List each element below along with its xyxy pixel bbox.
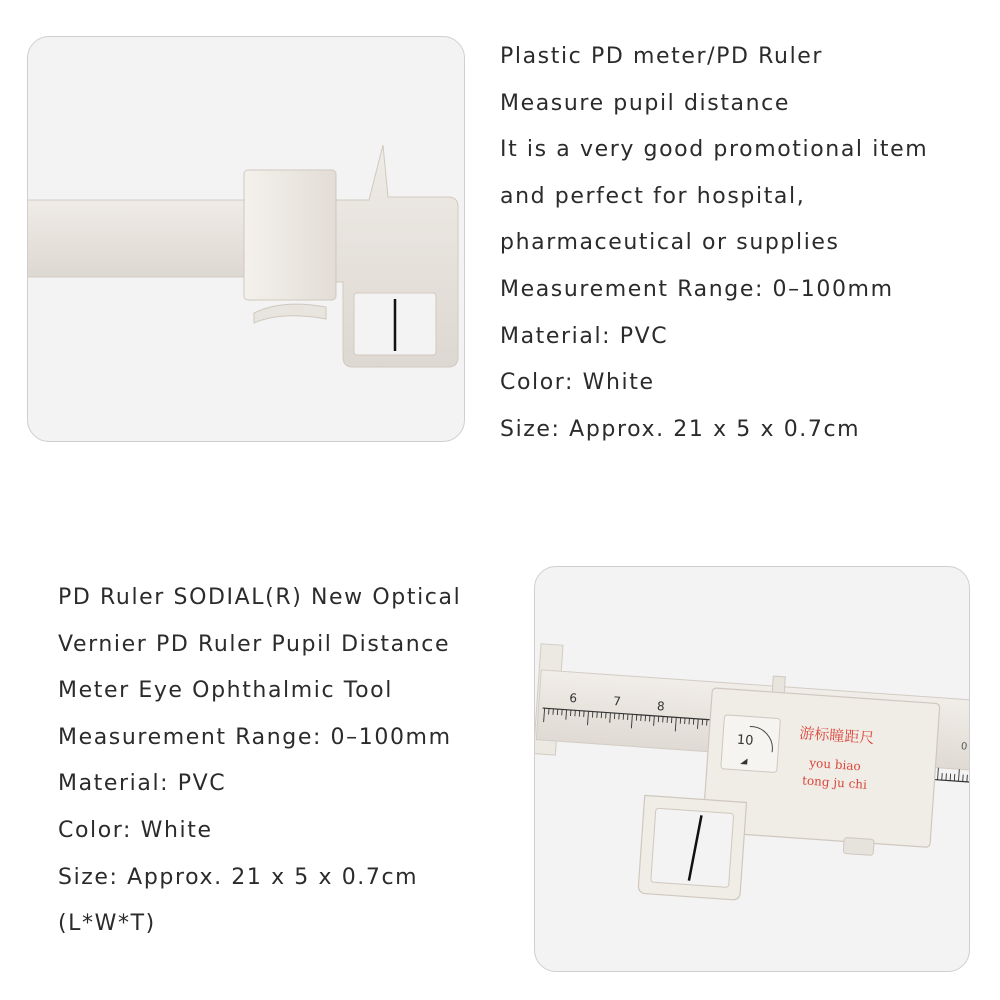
spec-color: Color: White xyxy=(500,370,655,396)
description-line: Measure pupil distance xyxy=(500,90,791,116)
scale-number: 8 xyxy=(656,699,666,714)
ruler-bar xyxy=(28,200,254,277)
description-line: It is a very good promotional item xyxy=(500,137,929,163)
thumb-wheel xyxy=(843,837,874,855)
scale-number: 0 xyxy=(960,741,968,753)
scale-number: 6 xyxy=(568,690,578,706)
title-line: PD Ruler SODIAL(R) New Optical xyxy=(58,585,462,610)
scale-tick xyxy=(938,768,939,780)
description-line: and perfect for hospital, xyxy=(500,183,806,209)
title-line: Plastic PD meter/PD Ruler xyxy=(500,44,824,69)
scale-tick xyxy=(959,769,960,781)
spec-size: Size: Approx. 21 x 5 x 0.7cm xyxy=(58,864,419,890)
thumb-wheel xyxy=(254,304,326,323)
spec-size-note: (L*W*T) xyxy=(58,911,156,937)
spec-range: Measurement Range: 0–100mm xyxy=(58,724,452,750)
dial-number: 10 xyxy=(736,732,754,749)
label-pinyin-line-1: you biao xyxy=(808,755,862,774)
pd-ruler-illustration-top xyxy=(28,37,465,442)
scale-number: 7 xyxy=(612,693,622,709)
spec-range: Measurement Range: 0–100mm xyxy=(500,276,894,302)
label-chinese: 游标瞳距尺 xyxy=(798,724,875,748)
spec-size: Size: Approx. 21 x 5 x 0.7cm xyxy=(500,416,861,442)
pd-ruler-illustration-bottom xyxy=(535,567,970,972)
slider-block xyxy=(244,170,336,300)
description-line: pharmaceutical or supplies xyxy=(500,230,840,256)
label-pinyin-line-2: tong ju chi xyxy=(801,773,868,792)
lower-window xyxy=(651,808,734,887)
title-line: Meter Eye Ophthalmic Tool xyxy=(58,678,393,704)
spec-material: Material: PVC xyxy=(58,771,227,797)
description-bottom xyxy=(58,575,528,948)
product-photo-bottom xyxy=(534,566,970,972)
spec-color: Color: White xyxy=(58,817,213,843)
spec-material: Material: PVC xyxy=(500,323,669,349)
description-top xyxy=(500,34,980,453)
title-line: Vernier PD Ruler Pupil Distance xyxy=(58,631,451,657)
product-photo-top xyxy=(27,36,465,442)
